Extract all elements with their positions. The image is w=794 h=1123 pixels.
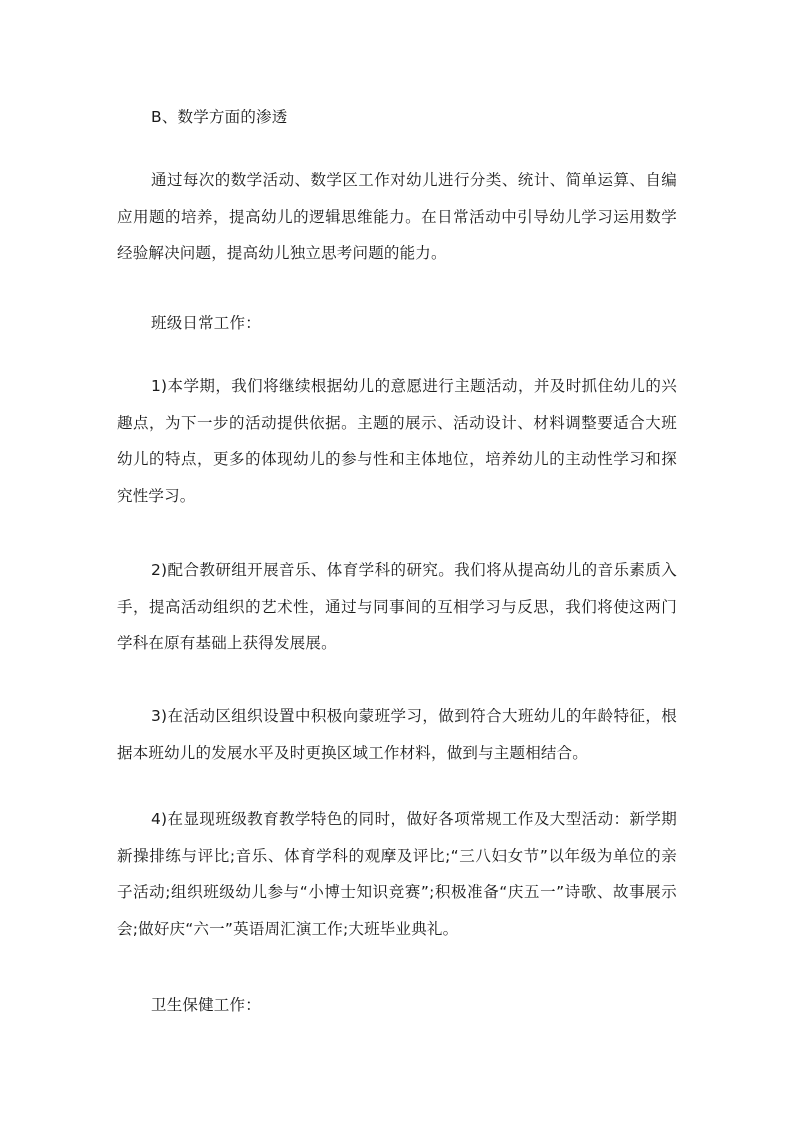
subheading-math: B、数学方面的渗透 [151, 108, 288, 126]
subheading-daily-work: 班级日常工作： [151, 314, 261, 332]
paragraph-item-1: 1)本学期，我们将继续根据幼儿的意愿进行主题活动，并及时抓住幼儿的兴趣点，为下一步的活动提供依据。主题的展示、活动设计、材料调整要适合大班幼儿的特点，更多的体现幼儿的参与性和主体地位，培养幼儿的主动性学习和探究性学习。 [117, 377, 677, 505]
paragraph-item-3: 3)在活动区组织设置中积极向蒙班学习，做到符合大班幼儿的年龄特征，根据本班幼儿的发展水平及时更换区域工作材料，做到与主题相结合。 [117, 707, 677, 762]
paragraph-math-content: 通过每次的数学活动、数学区工作对幼儿进行分类、统计、简单运算、自编应用题的培养，提高幼儿的逻辑思维能力。在日常活动中引导幼儿学习运用数学经验解决问题，提高幼儿独立思考问题的能力。 [117, 171, 677, 262]
paragraph-item-2: 2)配合教研组开展音乐、体育学科的研究。我们将从提高幼儿的音乐素质入手，提高活动组织的艺术性，通过与同事间的互相学习与反思，我们将使这两门学科在原有基础上获得发展展。 [117, 561, 677, 652]
paragraph-item-4: 4)在显现班级教育教学特色的同时，做好各项常规工作及大型活动：新学期新操排练与评比;音乐、体育学科的观摩及评比;“三八妇女节”以年级为单位的亲子活动;组织班级幼儿参与“小博士知识竞赛”;积极准备“庆五一”诗歌、故事展示会;做好庆“六一”英语周汇演工作;大班毕业典礼。 [117, 810, 677, 938]
subheading-health-care: 卫生保健工作： [151, 996, 261, 1014]
